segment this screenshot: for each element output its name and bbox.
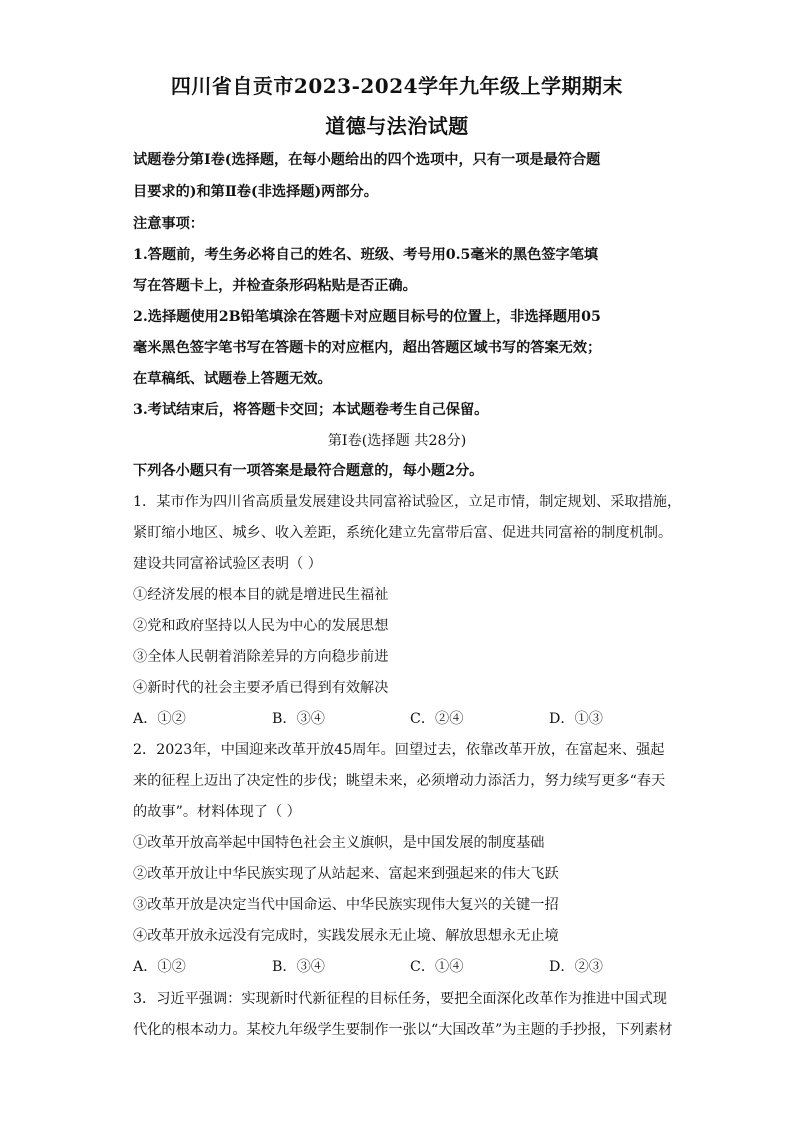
note-line: 2.选择题使用2B铅笔填涂在答题卡对应题目标号的位置上，非选择题用05 (133, 309, 601, 325)
question-stem-line: 的故事”。材料体现了（ ） (133, 804, 301, 820)
question-stem-line: 2．2023年，中国迎来改革开放45周年。回望过去，依靠改革开放，在富起来、强起 (133, 742, 665, 758)
note-line: 在草稿纸、试题卷上答题无效。 (133, 371, 332, 387)
intro-line: 试题卷分第Ⅰ卷(选择题，在每小题给出的四个选项中，只有一项是最符合题 (133, 152, 601, 168)
question-item: ②改革开放让中华民族实现了从站起来、富起来到强起来的伟大飞跃 (133, 866, 559, 882)
question-item: ④新时代的社会主要矛盾已得到有效解决 (133, 680, 389, 696)
note-line: 1.答题前，考生务必将自己的姓名、班级、考号用0.5毫米的黑色签字笔填 (133, 247, 599, 263)
option-d: D．②③ (549, 959, 603, 975)
note-line: 毫米黑色签字笔书写在答题卡的对应框内，超出答题区域书写的答案无效； (133, 340, 602, 356)
option-b: B．③④ (272, 711, 325, 727)
note-line: 3.考试结束后，将答题卡交回；本试题卷考生自己保留。 (133, 402, 489, 418)
question-stem-line: 紧盯缩小地区、城乡、收入差距，系统化建立先富带后富、促进共同富裕的制度机制。 (133, 525, 673, 541)
question-stem-line: 建设共同富裕试验区表明（ ） (133, 556, 322, 572)
section-title: 第Ⅰ卷(选择题 共28分) (327, 433, 467, 449)
note-line: 写在答题卡上，并检查条形码粘贴是否正确。 (133, 278, 417, 294)
question-item: ①经济发展的根本目的就是增进民生福祉 (133, 587, 389, 603)
page-title: 四川省自贡市2023-2024学年九年级上学期期末 (170, 74, 624, 98)
option-c: C．②④ (410, 711, 464, 727)
notes-heading: 注意事项： (133, 216, 204, 232)
question-stem-line: 代化的根本动力。某校九年级学生要制作一张以“大国改革”为主题的手抄报，下列素材 (133, 1022, 673, 1038)
option-d: D．①③ (549, 711, 603, 727)
option-c: C．①④ (410, 959, 464, 975)
question-stem-line: 1．某市作为四川省高质量发展建设共同富裕试验区，立足市情，制定规划、采取措施， (133, 494, 682, 510)
section-instruction: 下列各小题只有一项答案是最符合题意的，每小题2分。 (133, 463, 484, 479)
question-item: ②党和政府坚持以人民为中心的发展思想 (133, 618, 389, 634)
question-item: ③改革开放是决定当代中国命运、中华民族实现伟大复兴的关键一招 (133, 897, 559, 913)
intro-line: 目要求的)和第Ⅱ卷(非选择题)两部分。 (133, 184, 378, 200)
question-item: ③全体人民朝着消除差异的方向稳步前进 (133, 649, 389, 665)
question-stem-line: 来的征程上迈出了决定性的步伐；眺望未来，必须增动力添活力，努力续写更多“春天 (133, 773, 666, 789)
answer-options (133, 957, 673, 977)
option-a: A．①② (133, 711, 186, 727)
answer-options (133, 709, 673, 729)
question-item: ①改革开放高举起中国特色社会主义旗帜，是中国发展的制度基础 (133, 835, 545, 851)
question-stem-line: 3．习近平强调：实现新时代新征程的目标任务，要把全面深化改革作为推进中国式现 (133, 991, 667, 1007)
page-subtitle: 道德与法治试题 (325, 114, 469, 138)
option-b: B．③④ (272, 959, 325, 975)
option-a: A．①② (133, 959, 186, 975)
question-item: ④改革开放永远没有完成时，实践发展永无止境、解放思想永无止境 (133, 928, 559, 944)
